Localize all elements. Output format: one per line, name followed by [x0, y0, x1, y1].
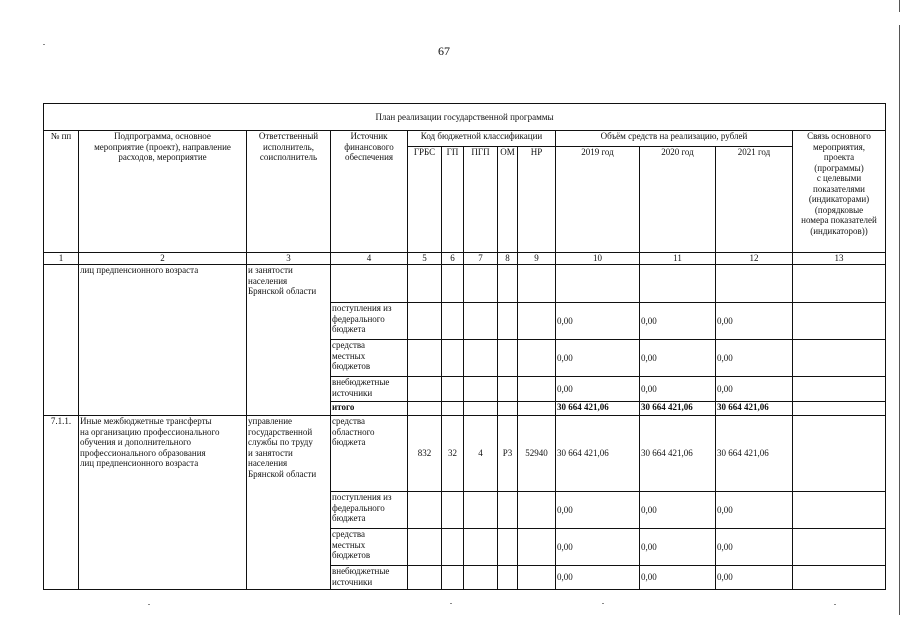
value-2021: 30 664 421,06 [716, 416, 793, 492]
col-number: 4 [331, 253, 408, 265]
scan-edge-mark [899, 0, 900, 12]
source-cell: внебюджетные источники [331, 377, 408, 402]
header-pgp: ПГП [464, 147, 498, 253]
col-number: 8 [498, 253, 518, 265]
value-2019: 0,00 [556, 529, 640, 566]
col-number: 2 [79, 253, 247, 265]
col-number: 6 [442, 253, 464, 265]
header-grbs: ГРБС [408, 147, 442, 253]
row-num-cell: 7.1.1. [44, 416, 79, 590]
scan-speck [834, 604, 836, 605]
scan-speck [43, 44, 45, 45]
source-cell: средства местных бюджетов [331, 340, 408, 377]
value-2021: 0,00 [716, 492, 793, 529]
header-executor: Ответственный исполнитель, соисполнитель [247, 131, 331, 253]
om-value: P3 [498, 416, 518, 492]
value-2020: 30 664 421,06 [640, 416, 716, 492]
value-2020: 0,00 [640, 529, 716, 566]
gp-value: 32 [442, 416, 464, 492]
col-number: 13 [793, 253, 886, 265]
header-nr: НР [518, 147, 556, 253]
source-cell: поступления из федерального бюджета [331, 303, 408, 340]
header-budget-classification: Код бюджетной классификации [408, 131, 556, 147]
value-2019: 0,00 [556, 377, 640, 402]
value-2020: 0,00 [640, 566, 716, 590]
total-label: итого [331, 402, 408, 416]
value-2021: 0,00 [716, 377, 793, 402]
column-number-row [44, 253, 886, 265]
table-row [44, 416, 886, 492]
value-2019: 30 664 421,06 [556, 416, 640, 492]
row-num-cell [44, 265, 79, 416]
activity-cell: лиц предпенсионного возраста [79, 265, 247, 416]
nr-value: 52940 [518, 416, 556, 492]
col-number: 5 [408, 253, 442, 265]
value-2021: 0,00 [716, 529, 793, 566]
value-2020: 0,00 [640, 377, 716, 402]
total-2021: 30 664 421,06 [716, 402, 793, 416]
source-cell: средства областного бюджета [331, 416, 408, 492]
source-cell: внебюджетные источники [331, 566, 408, 590]
program-plan-table [43, 103, 886, 590]
scan-speck [148, 604, 150, 605]
executor-cell: и занятости населения Брянской области [247, 265, 331, 416]
col-number: 3 [247, 253, 331, 265]
header-source: Источник финансового обеспечения [331, 131, 408, 253]
scan-speck [450, 603, 452, 604]
col-number: 7 [464, 253, 498, 265]
header-num: № пп [44, 131, 79, 253]
col-number: 11 [640, 253, 716, 265]
page-number: 67 [438, 44, 450, 58]
header-om: ОМ [498, 147, 518, 253]
activity-cell: Иные межбюджетные трансферты на организацию профессионального обучения и дополнительного профессионального образования лиц предпенсионного возраста [79, 416, 247, 590]
value-2020: 0,00 [640, 303, 716, 340]
value-2021: 0,00 [716, 303, 793, 340]
grbs-value: 832 [408, 416, 442, 492]
value-2021: 0,00 [716, 566, 793, 590]
scan-speck [602, 603, 604, 604]
value-2020: 0,00 [640, 340, 716, 377]
source-cell: поступления из федерального бюджета [331, 492, 408, 529]
value-2020: 0,00 [640, 492, 716, 529]
source-cell: средства местных бюджетов [331, 529, 408, 566]
header-activity: Подпрограмма, основное мероприятие (проект), направление расходов, мероприятие [79, 131, 247, 253]
total-2019: 30 664 421,06 [556, 402, 640, 416]
executor-cell: управление государственной службы по труду и занятости населения Брянской области [247, 416, 331, 590]
scan-edge-line [899, 25, 900, 615]
value-2019: 0,00 [556, 492, 640, 529]
col-number: 12 [716, 253, 793, 265]
pgp-value: 4 [464, 416, 498, 492]
value-2019: 0,00 [556, 566, 640, 590]
col-number: 1 [44, 253, 79, 265]
total-2020: 30 664 421,06 [640, 402, 716, 416]
header-gp: ГП [442, 147, 464, 253]
header-2020: 2020 год [640, 147, 716, 253]
header-funds: Объём средств на реализацию, рублей [556, 131, 793, 147]
header-indicators: Связь основного мероприятия, проекта (программы) с целевыми показателями (индикаторами) (порядковые номера показателей (индикаторов)) [793, 131, 886, 253]
table-title: План реализации государственной программы [44, 104, 886, 131]
table-row [44, 265, 886, 303]
header-2019: 2019 год [556, 147, 640, 253]
value-2019: 0,00 [556, 303, 640, 340]
header-2021: 2021 год [716, 147, 793, 253]
value-2021: 0,00 [716, 340, 793, 377]
value-2019: 0,00 [556, 340, 640, 377]
col-number: 10 [556, 253, 640, 265]
col-number: 9 [518, 253, 556, 265]
